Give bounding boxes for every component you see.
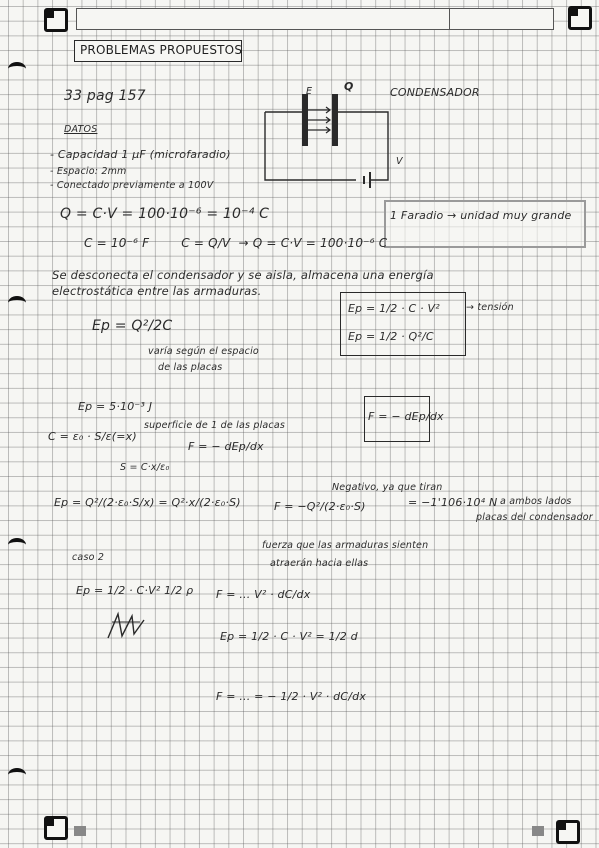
energy-box-line-2: Ep = 1/2 · Q²/C	[348, 330, 434, 343]
capacitor-diagram	[260, 80, 400, 190]
case-2-label: caso 2	[72, 552, 105, 563]
force-final: F = ... = − 1/2 · V² · dC/dx	[216, 690, 367, 703]
faradio-note: 1 Faradio → unidad muy grande	[390, 209, 572, 222]
top-corner-right	[568, 6, 592, 30]
force-note-1: fuerza que las armaduras sienten	[262, 540, 429, 551]
negative-note-2: a ambos lados	[500, 496, 572, 507]
problem-number: 33 pag 157	[64, 88, 146, 104]
charge-equation: Q = C·V = 100·10⁻⁶ = 10⁻⁴ C	[60, 206, 270, 222]
data-item-capacity: - Capacidad 1 µF (microfaradio)	[50, 148, 231, 161]
bottom-corner-left	[44, 816, 68, 840]
statement-line-2: electrostática entre las armaduras.	[52, 284, 262, 298]
force-numeric: = −1'106·10⁴ N	[408, 496, 498, 509]
energy-formula: Ep = Q²/2C	[92, 318, 173, 334]
diagram-label-v: V	[396, 156, 403, 167]
force-result: F = −Q²/(2·ε₀·S)	[274, 500, 366, 513]
energy-note-2: de las placas	[158, 362, 223, 373]
surface-definition: S = C·x/ε₀	[120, 462, 170, 473]
statement-line-1: Se desconecta el condensador y se aisla, almacena una energía	[52, 268, 434, 282]
binder-hole-3	[8, 538, 26, 552]
page-title: PROBLEMAS PROPUESTOS	[80, 43, 243, 57]
datos-heading: DATOS	[64, 124, 98, 135]
capacitance-equation: C = 10⁻⁶ F C = Q/V → Q = C·V = 100·10⁻⁶ C	[84, 236, 388, 250]
diagram-label-e: E	[306, 86, 313, 97]
diagram-title: CONDENSADOR	[390, 86, 480, 99]
energy-expanded: Ep = Q²/(2·ε₀·S/x) = Q²·x/(2·ε₀·S)	[54, 496, 241, 509]
top-header-strip	[76, 8, 554, 30]
negative-note: Negativo, ya que tiran	[332, 482, 443, 493]
energy-case-2b: Ep = 1/2 · C · V² = 1/2 d	[220, 630, 358, 643]
binder-hole-1	[8, 62, 26, 76]
surface-note: superficie de 1 de las placas	[144, 420, 286, 431]
capacitance-definition: C = ε₀ · S/ε(=x)	[48, 430, 137, 443]
energy-case-2: Ep = 1/2 · C·V² 1/2 ρ	[76, 584, 194, 597]
force-definition: F = − dEp/dx	[188, 440, 264, 453]
bottom-strip-mark	[74, 826, 86, 836]
bottom-strip-mark-right	[532, 826, 544, 836]
energy-note-1: varía según el espacio	[148, 346, 259, 357]
bottom-corner-right	[556, 820, 580, 844]
binder-hole-2	[8, 296, 26, 310]
force-note-2: atraerán hacia ellas	[270, 558, 369, 569]
data-item-voltage: - Conectado previamente a 100V	[50, 180, 214, 191]
force-box-formula: F = − dEp/dx	[368, 410, 444, 423]
energy-box-annotation: → tensión	[466, 302, 514, 313]
force-case-2: F = ... V² · dC/dx	[216, 588, 311, 601]
energy-value: Ep = 5·10⁻³ J	[78, 400, 153, 413]
data-item-spacing: - Espacio: 2mm	[50, 166, 127, 177]
diagram-label-q: Q	[344, 80, 354, 93]
scribble-mark	[104, 610, 148, 642]
plates-note: placas del condensador	[476, 512, 593, 523]
binder-hole-4	[8, 768, 26, 782]
top-corner-left	[44, 8, 68, 32]
energy-box-line-1: Ep = 1/2 · C · V²	[348, 302, 440, 315]
